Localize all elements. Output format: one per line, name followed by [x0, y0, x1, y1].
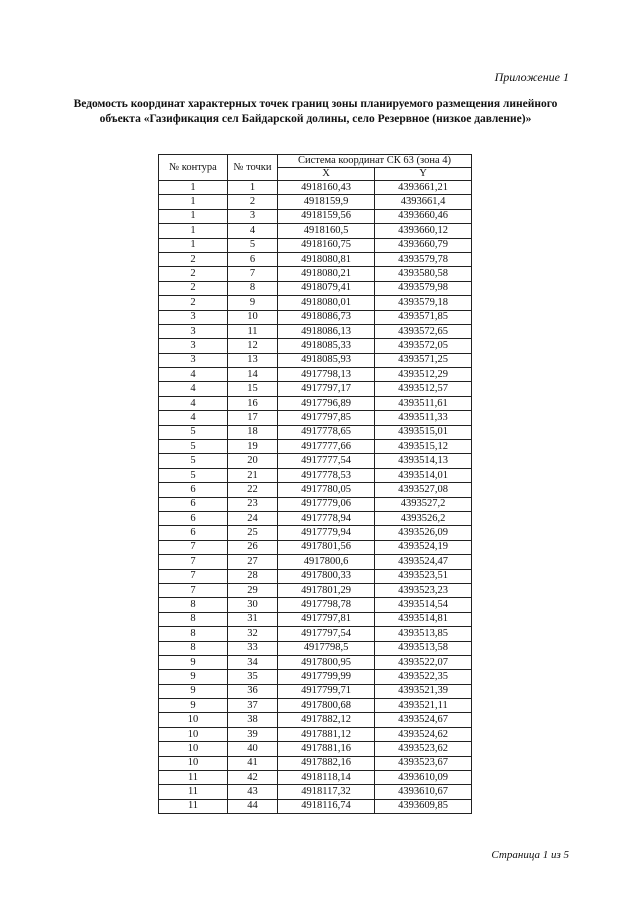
appendix-label: Приложение 1 [494, 70, 569, 84]
y-cell: 4393572,65 [375, 324, 472, 338]
point-cell: 33 [228, 641, 278, 655]
x-cell: 4918116,74 [278, 799, 375, 813]
y-cell: 4393514,81 [375, 612, 472, 626]
y-cell: 4393522,35 [375, 670, 472, 684]
x-cell: 4918085,33 [278, 339, 375, 353]
point-cell: 25 [228, 526, 278, 540]
table-row [159, 785, 472, 799]
contour-cell: 1 [159, 181, 228, 195]
table-row [159, 411, 472, 425]
contour-cell: 9 [159, 670, 228, 684]
point-cell: 31 [228, 612, 278, 626]
contour-cell: 8 [159, 641, 228, 655]
x-cell: 4918160,75 [278, 238, 375, 252]
contour-cell: 8 [159, 598, 228, 612]
x-cell: 4917800,6 [278, 555, 375, 569]
table-row [159, 238, 472, 252]
contour-cell: 2 [159, 267, 228, 281]
table-row [159, 440, 472, 454]
table-row [159, 497, 472, 511]
contour-cell: 7 [159, 569, 228, 583]
point-cell: 21 [228, 468, 278, 482]
table-row [159, 339, 472, 353]
contour-cell: 4 [159, 382, 228, 396]
x-cell: 4918086,13 [278, 324, 375, 338]
table-row [159, 382, 472, 396]
y-cell: 4393527,08 [375, 483, 472, 497]
point-cell: 18 [228, 425, 278, 439]
contour-cell: 4 [159, 396, 228, 410]
contour-cell: 9 [159, 684, 228, 698]
y-cell: 4393523,23 [375, 583, 472, 597]
point-cell: 14 [228, 368, 278, 382]
x-cell: 4917797,85 [278, 411, 375, 425]
x-cell: 4917778,65 [278, 425, 375, 439]
table-row [159, 555, 472, 569]
table-row [159, 396, 472, 410]
x-cell: 4918086,73 [278, 310, 375, 324]
contour-cell: 5 [159, 425, 228, 439]
y-cell: 4393526,09 [375, 526, 472, 540]
y-cell: 4393571,25 [375, 353, 472, 367]
contour-cell: 1 [159, 209, 228, 223]
point-cell: 8 [228, 281, 278, 295]
x-cell: 4917799,99 [278, 670, 375, 684]
y-cell: 4393579,78 [375, 252, 472, 266]
contour-cell: 11 [159, 771, 228, 785]
y-cell: 4393511,33 [375, 411, 472, 425]
point-cell: 40 [228, 742, 278, 756]
point-cell: 42 [228, 771, 278, 785]
x-cell: 4918160,43 [278, 181, 375, 195]
point-cell: 37 [228, 699, 278, 713]
x-cell: 4918160,5 [278, 224, 375, 238]
contour-cell: 3 [159, 353, 228, 367]
y-cell: 4393523,67 [375, 756, 472, 770]
point-cell: 5 [228, 238, 278, 252]
y-cell: 4393521,39 [375, 684, 472, 698]
point-cell: 22 [228, 483, 278, 497]
x-cell: 4918080,21 [278, 267, 375, 281]
point-cell: 10 [228, 310, 278, 324]
x-cell: 4918080,01 [278, 296, 375, 310]
contour-cell: 2 [159, 252, 228, 266]
x-cell: 4917800,68 [278, 699, 375, 713]
table-row [159, 612, 472, 626]
contour-cell: 8 [159, 627, 228, 641]
point-cell: 13 [228, 353, 278, 367]
table-row [159, 756, 472, 770]
table-row [159, 655, 472, 669]
x-cell: 4918159,56 [278, 209, 375, 223]
y-cell: 4393514,01 [375, 468, 472, 482]
table-row [159, 799, 472, 813]
table-row [159, 569, 472, 583]
x-cell: 4918079,41 [278, 281, 375, 295]
y-cell: 4393522,07 [375, 655, 472, 669]
point-cell: 2 [228, 195, 278, 209]
table-row [159, 727, 472, 741]
point-cell: 28 [228, 569, 278, 583]
y-cell: 4393571,85 [375, 310, 472, 324]
y-cell: 4393609,85 [375, 799, 472, 813]
point-cell: 7 [228, 267, 278, 281]
contour-cell: 10 [159, 713, 228, 727]
table-row [159, 296, 472, 310]
contour-cell: 6 [159, 526, 228, 540]
point-cell: 15 [228, 382, 278, 396]
table-row [159, 641, 472, 655]
contour-cell: 10 [159, 727, 228, 741]
table-row [159, 526, 472, 540]
point-cell: 30 [228, 598, 278, 612]
x-cell: 4918117,32 [278, 785, 375, 799]
x-cell: 4917796,89 [278, 396, 375, 410]
table-row [159, 267, 472, 281]
point-cell: 24 [228, 511, 278, 525]
contour-cell: 6 [159, 511, 228, 525]
table-row [159, 209, 472, 223]
y-cell: 4393524,19 [375, 540, 472, 554]
contour-cell: 11 [159, 799, 228, 813]
table-row [159, 468, 472, 482]
y-cell: 4393521,11 [375, 699, 472, 713]
y-cell: 4393515,01 [375, 425, 472, 439]
point-cell: 17 [228, 411, 278, 425]
header-contour: № контура [159, 155, 228, 181]
table-row [159, 598, 472, 612]
x-cell: 4917881,16 [278, 742, 375, 756]
table-row [159, 310, 472, 324]
table-row [159, 684, 472, 698]
y-cell: 4393523,51 [375, 569, 472, 583]
title-line-2: объекта «Газификация сел Байдарской долины, село Резервное (низкое давление)» [99, 113, 532, 125]
y-cell: 4393524,47 [375, 555, 472, 569]
point-cell: 16 [228, 396, 278, 410]
title-line-1: Ведомость координат характерных точек границ зоны планируемого размещения линейного [73, 98, 558, 110]
y-cell: 4393660,46 [375, 209, 472, 223]
contour-cell: 7 [159, 583, 228, 597]
x-cell: 4917777,54 [278, 454, 375, 468]
contour-cell: 5 [159, 468, 228, 482]
table-body [159, 181, 472, 814]
x-cell: 4917800,33 [278, 569, 375, 583]
header-x: X [278, 168, 375, 181]
y-cell: 4393515,12 [375, 440, 472, 454]
x-cell: 4917777,66 [278, 440, 375, 454]
x-cell: 4917801,56 [278, 540, 375, 554]
table-row [159, 771, 472, 785]
contour-cell: 3 [159, 310, 228, 324]
contour-cell: 5 [159, 454, 228, 468]
contour-cell: 2 [159, 296, 228, 310]
y-cell: 4393513,58 [375, 641, 472, 655]
contour-cell: 9 [159, 655, 228, 669]
point-cell: 6 [228, 252, 278, 266]
table-row [159, 742, 472, 756]
x-cell: 4917797,54 [278, 627, 375, 641]
x-cell: 4917778,53 [278, 468, 375, 482]
y-cell: 4393579,18 [375, 296, 472, 310]
point-cell: 26 [228, 540, 278, 554]
x-cell: 4917798,78 [278, 598, 375, 612]
header-y: Y [375, 168, 472, 181]
contour-cell: 1 [159, 238, 228, 252]
y-cell: 4393512,57 [375, 382, 472, 396]
header-coordinate-system: Система координат СК 63 (зона 4) [278, 155, 472, 168]
contour-cell: 11 [159, 785, 228, 799]
y-cell: 4393514,54 [375, 598, 472, 612]
contour-cell: 4 [159, 411, 228, 425]
x-cell: 4917881,12 [278, 727, 375, 741]
y-cell: 4393526,2 [375, 511, 472, 525]
y-cell: 4393572,05 [375, 339, 472, 353]
contour-cell: 10 [159, 756, 228, 770]
header-point: № точки [228, 155, 278, 181]
y-cell: 4393523,62 [375, 742, 472, 756]
y-cell: 4393511,61 [375, 396, 472, 410]
contour-cell: 8 [159, 612, 228, 626]
x-cell: 4918118,14 [278, 771, 375, 785]
table-row [159, 699, 472, 713]
table-row [159, 483, 472, 497]
y-cell: 4393513,85 [375, 627, 472, 641]
contour-cell: 5 [159, 440, 228, 454]
x-cell: 4918080,81 [278, 252, 375, 266]
contour-cell: 6 [159, 497, 228, 511]
table-row [159, 425, 472, 439]
point-cell: 32 [228, 627, 278, 641]
point-cell: 36 [228, 684, 278, 698]
table-row [159, 670, 472, 684]
x-cell: 4918085,93 [278, 353, 375, 367]
table-row [159, 195, 472, 209]
point-cell: 44 [228, 799, 278, 813]
y-cell: 4393579,98 [375, 281, 472, 295]
x-cell: 4917798,13 [278, 368, 375, 382]
table-row [159, 281, 472, 295]
y-cell: 4393661,4 [375, 195, 472, 209]
table-row [159, 454, 472, 468]
y-cell: 4393661,21 [375, 181, 472, 195]
point-cell: 4 [228, 224, 278, 238]
point-cell: 34 [228, 655, 278, 669]
point-cell: 23 [228, 497, 278, 511]
page-counter: Страница 1 из 5 [491, 849, 569, 861]
point-cell: 35 [228, 670, 278, 684]
table-row [159, 511, 472, 525]
contour-cell: 10 [159, 742, 228, 756]
contour-cell: 1 [159, 195, 228, 209]
point-cell: 3 [228, 209, 278, 223]
contour-cell: 3 [159, 339, 228, 353]
x-cell: 4917780,05 [278, 483, 375, 497]
contour-cell: 3 [159, 324, 228, 338]
x-cell: 4917779,94 [278, 526, 375, 540]
y-cell: 4393524,67 [375, 713, 472, 727]
contour-cell: 2 [159, 281, 228, 295]
point-cell: 1 [228, 181, 278, 195]
point-cell: 19 [228, 440, 278, 454]
y-cell: 4393610,09 [375, 771, 472, 785]
table-row [159, 324, 472, 338]
x-cell: 4917799,71 [278, 684, 375, 698]
point-cell: 38 [228, 713, 278, 727]
y-cell: 4393527,2 [375, 497, 472, 511]
table-row [159, 583, 472, 597]
point-cell: 41 [228, 756, 278, 770]
contour-cell: 1 [159, 224, 228, 238]
point-cell: 29 [228, 583, 278, 597]
point-cell: 9 [228, 296, 278, 310]
table-row [159, 353, 472, 367]
coordinates-table [158, 154, 472, 814]
table-row [159, 540, 472, 554]
y-cell: 4393512,29 [375, 368, 472, 382]
contour-cell: 6 [159, 483, 228, 497]
x-cell: 4917882,12 [278, 713, 375, 727]
x-cell: 4917882,16 [278, 756, 375, 770]
contour-cell: 7 [159, 555, 228, 569]
point-cell: 11 [228, 324, 278, 338]
point-cell: 20 [228, 454, 278, 468]
contour-cell: 4 [159, 368, 228, 382]
y-cell: 4393524,62 [375, 727, 472, 741]
x-cell: 4917797,17 [278, 382, 375, 396]
table-row [159, 181, 472, 195]
y-cell: 4393660,12 [375, 224, 472, 238]
table-row [159, 627, 472, 641]
x-cell: 4917778,94 [278, 511, 375, 525]
table-row [159, 224, 472, 238]
y-cell: 4393660,79 [375, 238, 472, 252]
x-cell: 4917779,06 [278, 497, 375, 511]
y-cell: 4393610,67 [375, 785, 472, 799]
x-cell: 4917798,5 [278, 641, 375, 655]
point-cell: 27 [228, 555, 278, 569]
table-row [159, 368, 472, 382]
table-row [159, 713, 472, 727]
y-cell: 4393580,58 [375, 267, 472, 281]
y-cell: 4393514,13 [375, 454, 472, 468]
x-cell: 4917800,95 [278, 655, 375, 669]
contour-cell: 7 [159, 540, 228, 554]
document-title [40, 97, 591, 127]
point-cell: 43 [228, 785, 278, 799]
point-cell: 12 [228, 339, 278, 353]
point-cell: 39 [228, 727, 278, 741]
x-cell: 4917797,81 [278, 612, 375, 626]
x-cell: 4917801,29 [278, 583, 375, 597]
contour-cell: 9 [159, 699, 228, 713]
table-row [159, 252, 472, 266]
x-cell: 4918159,9 [278, 195, 375, 209]
